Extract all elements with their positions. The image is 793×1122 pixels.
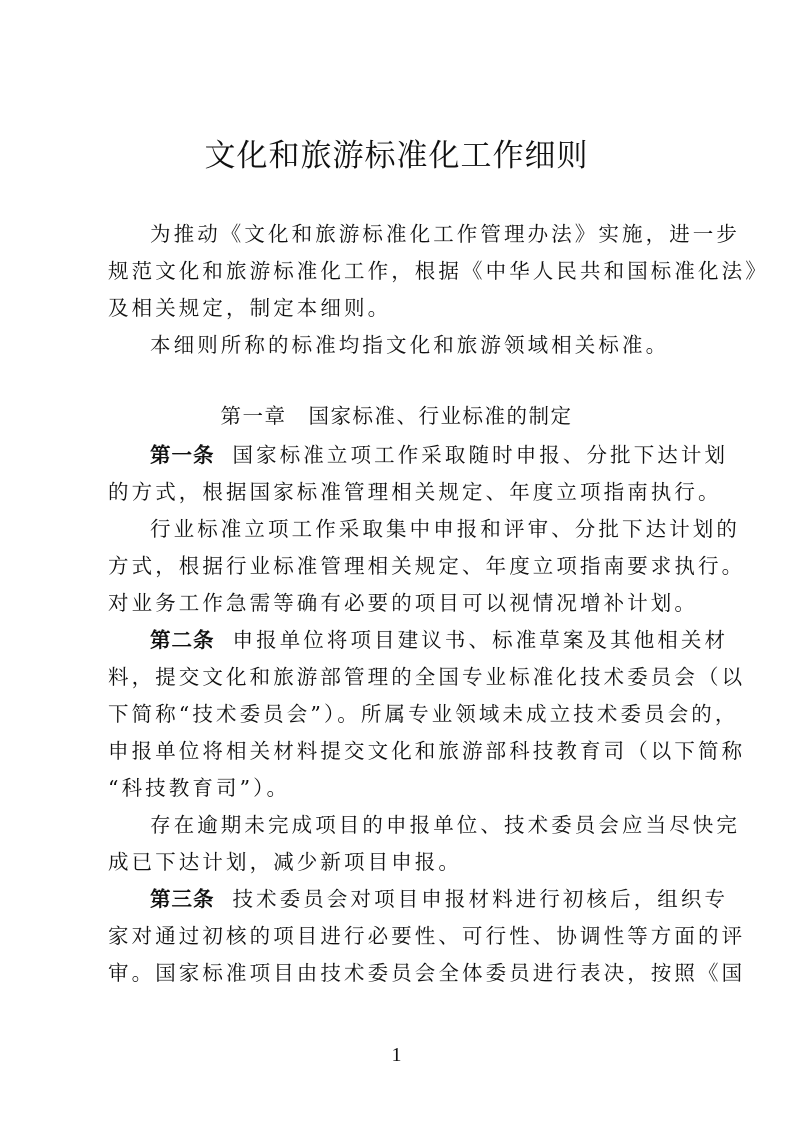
article-2-p2-line-1: 存在逾期未完成项目的申报单位、技术委员会应当尽快完 <box>150 813 740 837</box>
article-2-label: 第二条 <box>150 628 215 652</box>
article-1-text-1: 国家标准立项工作采取随时申报、分批下达计划 <box>232 443 729 467</box>
chapter-heading: 第一章 国家标准、行业标准的制定 <box>220 404 573 428</box>
article-2-text-1: 申报单位将项目建议书、标准草案及其他相关材 <box>232 628 729 652</box>
intro-line-1: 为推动《文化和旅游标准化工作管理办法》实施，进一步 <box>150 222 740 246</box>
document-title: 文化和旅游标准化工作细则 <box>204 138 589 174</box>
page-number: 1 <box>391 1044 402 1066</box>
article-1-p2-line-2: 方式，根据行业标准管理相关规定、年度立项指南要求执行。 <box>108 554 746 578</box>
intro-line-3: 及相关规定，制定本细则。 <box>108 296 392 320</box>
article-2-line-4: 申报单位将相关材料提交文化和旅游部科技教育司（以下简称 <box>108 739 746 763</box>
article-2-line-5: “科技教育司”）。 <box>108 776 291 800</box>
article-3-line-1 <box>150 887 729 911</box>
article-3-line-2: 家对通过初核的项目进行必要性、可行性、协调性等方面的评 <box>108 924 746 948</box>
article-1-label: 第一条 <box>150 443 215 467</box>
article-2-p2-line-2: 成已下达计划，减少新项目申报。 <box>108 850 462 874</box>
intro-line-2: 规范文化和旅游标准化工作，根据《中华人民共和国标准化法》 <box>108 259 769 283</box>
article-2-line-2: 料，提交文化和旅游部管理的全国专业标准化技术委员会（以 <box>108 665 746 689</box>
article-1-line-1 <box>150 443 729 467</box>
article-1-line-2: 的方式，根据国家标准管理相关规定、年度立项指南执行。 <box>108 480 722 504</box>
article-2-line-3: 下简称“技术委员会”）。所属专业领域未成立技术委员会的， <box>108 702 739 726</box>
article-1-p2-line-3: 对业务工作急需等确有必要的项目可以视情况增补计划。 <box>108 591 698 615</box>
article-2-line-1 <box>150 628 729 652</box>
intro-paragraph-2: 本细则所称的标准均指文化和旅游领域相关标准。 <box>150 333 670 357</box>
article-1-p2-line-1: 行业标准立项工作采取集中申报和评审、分批下达计划的 <box>150 517 740 541</box>
article-3-label: 第三条 <box>150 887 215 911</box>
article-3-line-3: 审。国家标准项目由技术委员会全体委员进行表决，按照《国 <box>108 961 746 985</box>
article-3-text-1: 技术委员会对项目申报材料进行初核后，组织专 <box>232 887 729 911</box>
